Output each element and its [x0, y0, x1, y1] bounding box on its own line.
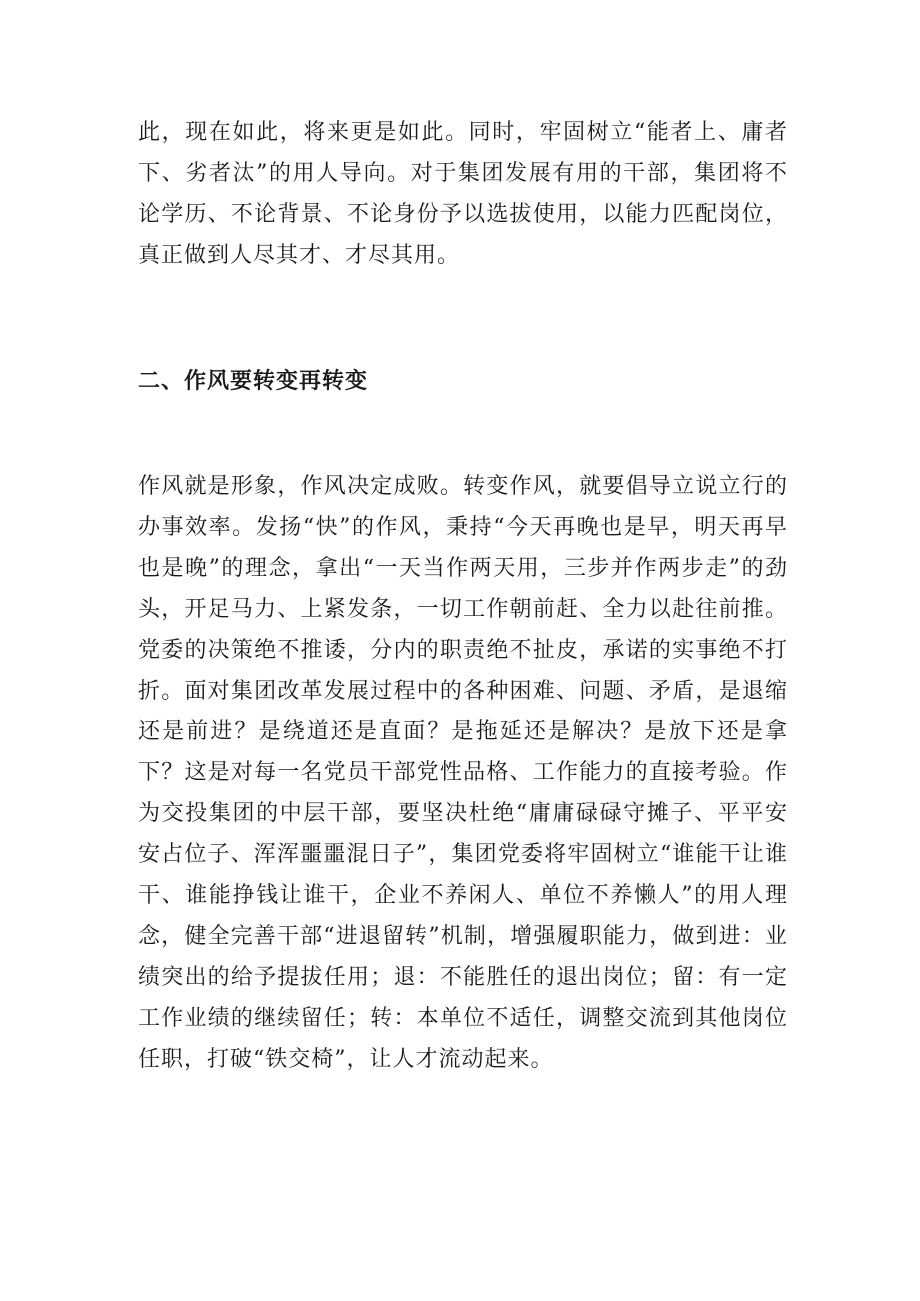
body-paragraph-work-style: 作风就是形象，作风决定成败。转变作风，就要倡导立说立行的办事效率。发扬“快”的作风，秉持“今天再晚也是早，明天再早也是晚”的理念，拿出“一天当作两天用，三步并作两步走”的劲头，开足马力、上紧发条，一切工作朝前赶、全力以赴往前推。党委的决策绝不推诿，分内的职责绝不扯皮，承诺的实事绝不打折。面对集团改革发展过程中的各种困难、问题、矛盾，是退缩还是前进？是绕道还是直面？是拖延还是解决？是放下还是拿下？这是对每一名党员干部党性品格、工作能力的直接考验。作为交投集团的中层干部，要坚决杜绝“庸庸碌碌守摊子、平平安安占位子、浑浑噩噩混日子”，集团党委将牢固树立“谁能干让谁干、谁能挣钱让谁干，企业不养闲人、单位不养懒人”的用人理念，健全完善干部“进退留转”机制，增强履职能力，做到进：业绩突出的给予提拔任用；退：不能胜任的退出岗位；留：有一定工作业绩的继续留任；转：本单位不适任，调整交流到其他岗位任职，打破“铁交椅”，让人才流动起来。 [138, 474, 788, 1072]
body-paragraph-intro: 此，现在如此，将来更是如此。同时，牢固树立“能者上、庸者下、劣者汰”的用人导向。对于集团发展有用的干部，集团将不论学历、不论背景、不论身份予以选拔使用，以能力匹配岗位，真正做到人尽其才、才尽其用。 [138, 120, 788, 268]
section-heading: 二、作风要转变再转变 [138, 369, 369, 394]
